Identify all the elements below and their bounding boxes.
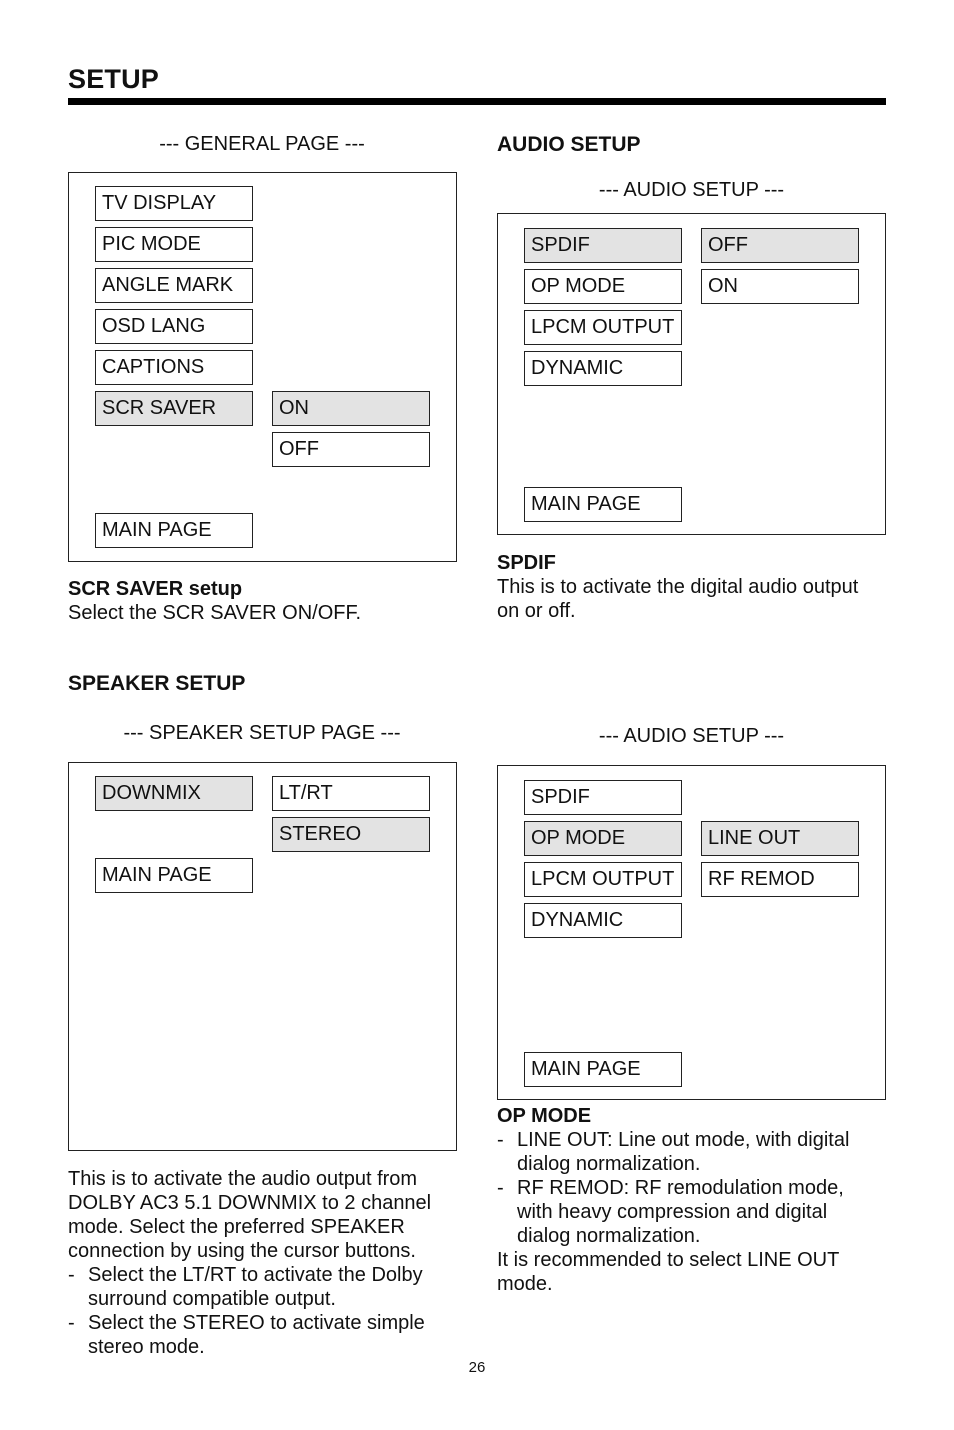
menu-item-pic-mode[interactable]: PIC MODE bbox=[95, 227, 253, 262]
bullet-dash: - bbox=[68, 1312, 75, 1334]
menu-item-spdif[interactable]: SPDIF bbox=[524, 228, 682, 263]
menu-item-scr-saver[interactable]: SCR SAVER bbox=[95, 391, 253, 426]
main-page-button[interactable]: MAIN PAGE bbox=[95, 858, 253, 893]
bullet-item bbox=[497, 1128, 907, 1176]
speaker-desc-line: connection by using the cursor buttons. bbox=[68, 1240, 416, 1262]
bullet-line: surround compatible output. bbox=[88, 1288, 336, 1310]
general-page-caption: --- GENERAL PAGE --- bbox=[159, 133, 365, 155]
bullet-line: LINE OUT: Line out mode, with digital bbox=[517, 1129, 850, 1151]
menu-item-dynamic[interactable]: DYNAMIC bbox=[524, 351, 682, 386]
general-page-panel bbox=[68, 172, 457, 562]
op-mode-description bbox=[497, 1104, 907, 1296]
option-on[interactable]: ON bbox=[272, 391, 430, 426]
bullet-dash: - bbox=[497, 1177, 504, 1199]
scr-saver-desc-title: SCR SAVER setup bbox=[68, 578, 243, 600]
spdif-desc-title: SPDIF bbox=[497, 552, 556, 574]
option-on[interactable]: ON bbox=[701, 269, 859, 304]
main-page-button[interactable]: MAIN PAGE bbox=[524, 487, 682, 522]
menu-item-op-mode[interactable]: OP MODE bbox=[524, 269, 682, 304]
audio-setup-caption: --- AUDIO SETUP --- bbox=[598, 725, 785, 747]
menu-item-lpcm-output[interactable]: LPCM OUTPUT bbox=[524, 862, 682, 897]
page-number: 26 bbox=[468, 1359, 486, 1376]
op-mode-desc-title: OP MODE bbox=[497, 1105, 592, 1127]
speaker-desc-line: mode. Select the preferred SPEAKER bbox=[68, 1216, 405, 1238]
menu-item-op-mode[interactable]: OP MODE bbox=[524, 821, 682, 856]
speaker-desc-line: This is to activate the audio output from bbox=[68, 1168, 418, 1190]
bullet-line: Select the LT/RT to activate the Dolby bbox=[88, 1264, 423, 1286]
speaker-desc-line: DOLBY AC3 5.1 DOWNMIX to 2 channel bbox=[68, 1192, 432, 1214]
option-rf-remod[interactable]: RF REMOD bbox=[701, 862, 859, 897]
bullet-line: RF REMOD: RF remodulation mode, bbox=[517, 1177, 844, 1199]
menu-item-dynamic[interactable]: DYNAMIC bbox=[524, 903, 682, 938]
spdif-desc-line: on or off. bbox=[497, 600, 576, 622]
bullet-dash: - bbox=[68, 1264, 75, 1286]
menu-item-downmix[interactable]: DOWNMIX bbox=[95, 776, 253, 811]
op-mode-closing-line: mode. bbox=[497, 1273, 553, 1295]
option-off[interactable]: OFF bbox=[701, 228, 859, 263]
spdif-desc-line: This is to activate the digital audio output bbox=[497, 576, 859, 598]
option-line-out[interactable]: LINE OUT bbox=[701, 821, 859, 856]
bullet-line: dialog normalization. bbox=[517, 1225, 701, 1247]
title-rule bbox=[68, 98, 886, 105]
menu-item-angle-mark[interactable]: ANGLE MARK bbox=[95, 268, 253, 303]
menu-item-lpcm-output[interactable]: LPCM OUTPUT bbox=[524, 310, 682, 345]
menu-item-tv-display[interactable]: TV DISPLAY bbox=[95, 186, 253, 221]
option-lt-rt[interactable]: LT/RT bbox=[272, 776, 430, 811]
speaker-setup-panel bbox=[68, 762, 457, 1151]
audio-setup-panel bbox=[497, 213, 886, 535]
menu-item-osd-lang[interactable]: OSD LANG bbox=[95, 309, 253, 344]
speaker-setup-heading: SPEAKER SETUP bbox=[68, 672, 246, 695]
speaker-description bbox=[68, 1167, 468, 1359]
audio-setup-panel bbox=[497, 765, 886, 1100]
option-stereo[interactable]: STEREO bbox=[272, 817, 430, 852]
main-page-button[interactable]: MAIN PAGE bbox=[524, 1052, 682, 1087]
op-mode-closing-line: It is recommended to select LINE OUT bbox=[497, 1249, 840, 1271]
bullet-line: dialog normalization. bbox=[517, 1153, 701, 1175]
scr-saver-desc-body: Select the SCR SAVER ON/OFF. bbox=[68, 602, 362, 624]
audio-setup-caption: --- AUDIO SETUP --- bbox=[598, 179, 785, 201]
main-page-button[interactable]: MAIN PAGE bbox=[95, 513, 253, 548]
audio-setup-heading: AUDIO SETUP bbox=[497, 133, 641, 156]
scr-saver-description bbox=[68, 577, 458, 625]
bullet-item bbox=[68, 1263, 468, 1311]
bullet-dash: - bbox=[497, 1129, 504, 1151]
bullet-item bbox=[497, 1176, 907, 1248]
bullet-line: stereo mode. bbox=[88, 1336, 205, 1358]
spdif-description bbox=[497, 551, 897, 623]
bullet-line: Select the STEREO to activate simple bbox=[88, 1312, 425, 1334]
bullet-item bbox=[68, 1311, 468, 1359]
page-title: SETUP bbox=[68, 64, 160, 94]
menu-item-spdif[interactable]: SPDIF bbox=[524, 780, 682, 815]
option-off[interactable]: OFF bbox=[272, 432, 430, 467]
speaker-setup-caption: --- SPEAKER SETUP PAGE --- bbox=[123, 722, 401, 744]
bullet-line: with heavy compression and digital bbox=[517, 1201, 828, 1223]
menu-item-captions[interactable]: CAPTIONS bbox=[95, 350, 253, 385]
